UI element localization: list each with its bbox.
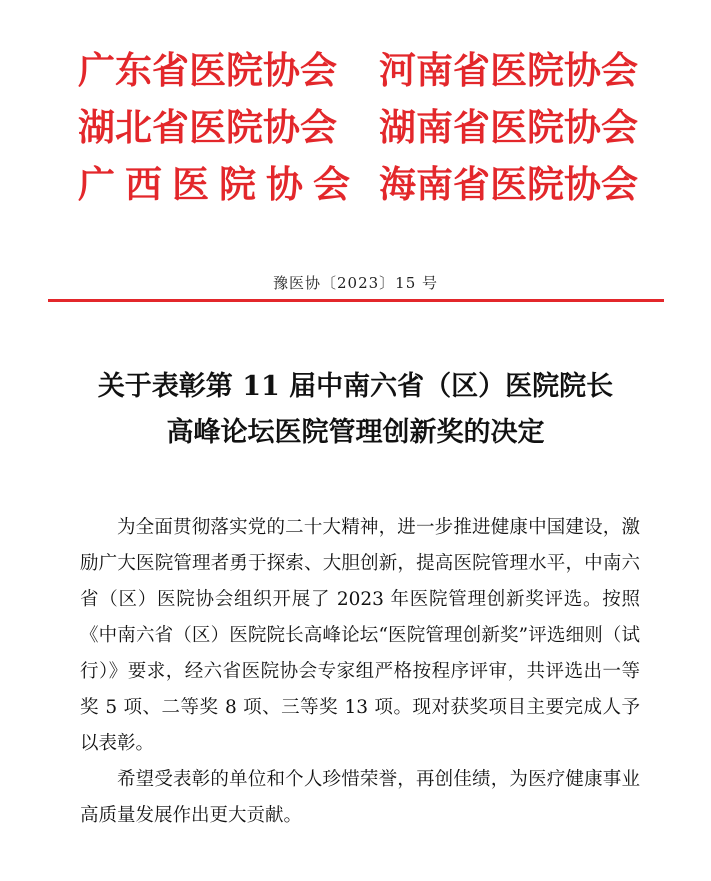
title-line: 关于表彰第 11 届中南六省（区）医院院长 (97, 371, 614, 402)
issuer-name: 广西医院协会 (78, 162, 360, 206)
document-body (80, 510, 640, 834)
body-paragraph: 为全面贯彻落实党的二十大精神，进一步推进健康中国建设，激励广大医院管理者勇于探索、大胆创新，提高医院管理水平，中南六省（区）医院协会组织开展了 2023 年医院管理创新奖评选。按照《中南六省（区）医院院长高峰论坛“医院管理创新奖”评选细则（试行）》要求，经六省医院协会专家组严格按程序评审，共评选出一等奖 5 项、二等奖 8 项、三等奖 13 项。现对获奖项目主要完成人予以表彰。 (80, 517, 640, 754)
issuer-header (78, 42, 638, 213)
issuer-name: 湖南省医院协会 (379, 105, 638, 149)
issuer-name: 湖北省医院协会 (78, 105, 337, 149)
title-line: 高峰论坛医院管理创新奖的决定 (166, 417, 545, 448)
document-title (0, 364, 711, 456)
issuer-row (78, 156, 638, 213)
body-paragraph: 希望受表彰的单位和个人珍惜荣誉，再创佳绩，为医疗健康事业高质量发展作出更大贡献。 (80, 769, 640, 826)
issuer-row (78, 42, 638, 99)
issuer-name: 河南省医院协会 (379, 48, 638, 92)
red-divider (48, 299, 664, 302)
issuer-name: 广东省医院协会 (78, 48, 337, 92)
issuer-row (78, 99, 638, 156)
issuer-name: 海南省医院协会 (379, 162, 638, 206)
document-number: 豫医协〔2023〕15 号 (272, 274, 439, 292)
